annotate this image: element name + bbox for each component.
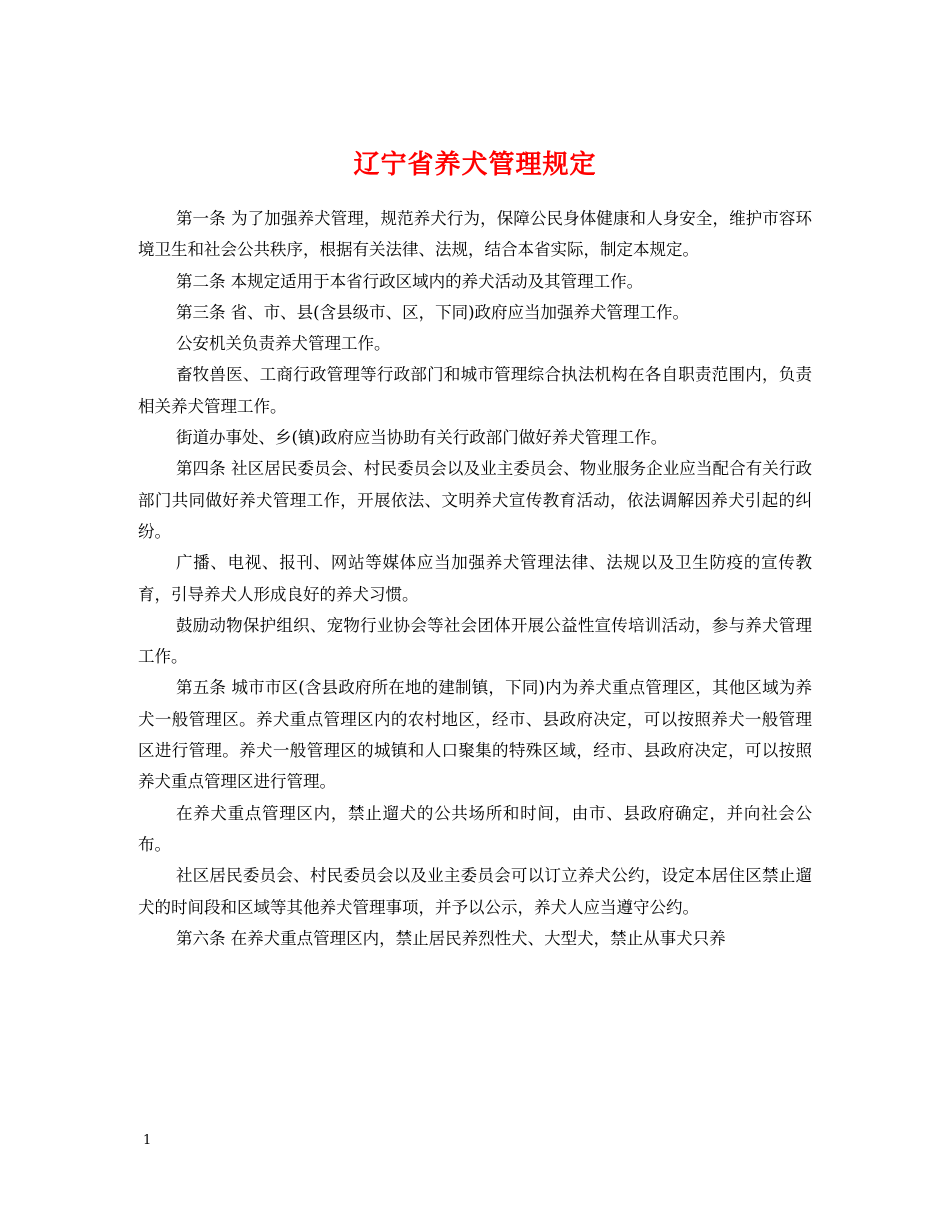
paragraph: 广播、电视、报刊、网站等媒体应当加强养犬管理法律、法规以及卫生防疫的宣传教育，引导养犬人形成良好的养犬习惯。 bbox=[138, 553, 812, 604]
page-number: 1 bbox=[143, 1133, 152, 1148]
paragraph: 第三条 省、市、县(含县级市、区，下同)政府应当加强养犬管理工作。 bbox=[175, 302, 690, 322]
paragraph: 第二条 本规定适用于本省行政区域内的养犬活动及其管理工作。 bbox=[175, 271, 644, 291]
document-title: 辽宁省养犬管理规定 bbox=[353, 150, 597, 181]
document-body bbox=[138, 203, 812, 954]
paragraph: 第五条 城市市区(含县政府所在地的建制镇，下同)内为养犬重点管理区，其他区域为养犬一般管理区。养犬重点管理区内的农村地区，经市、县政府决定，可以按照养犬一般管理区进行管理。养犬一般管理区的城镇和人口聚集的特殊区域，经市、县政府决定，可以按照养犬重点管理区进行管理。 bbox=[138, 678, 812, 792]
paragraph: 街道办事处、乡(镇)政府应当协助有关行政部门做好养犬管理工作。 bbox=[175, 428, 668, 448]
paragraph: 在养犬重点管理区内，禁止遛犬的公共场所和时间，由市、县政府确定，并向社会公布。 bbox=[138, 803, 812, 854]
paragraph: 鼓励动物保护组织、宠物行业协会等社会团体开展公益性宣传培训活动，参与养犬管理工作。 bbox=[138, 615, 812, 667]
paragraph: 第四条 社区居民委员会、村民委员会以及业主委员会、物业服务企业应当配合有关行政部门共同做好养犬管理工作，开展依法、文明养犬宣传教育活动，依法调解因养犬引起的纠纷。 bbox=[138, 459, 812, 541]
paragraph: 第六条 在养犬重点管理区内，禁止居民养烈性犬、大型犬，禁止从事犬只养 bbox=[175, 928, 726, 948]
paragraph: 畜牧兽医、工商行政管理等行政部门和城市管理综合执法机构在各自职责范围内，负责相关养犬管理工作。 bbox=[138, 365, 812, 416]
paragraph: 第一条 为了加强养犬管理，规范养犬行为，保障公民身体健康和人身安全，维护市容环境卫生和社会公共秩序，根据有关法律、法规，结合本省实际，制定本规定。 bbox=[138, 209, 812, 260]
paragraph: 社区居民委员会、村民委员会以及业主委员会可以订立养犬公约，设定本居住区禁止遛犬的时间段和区域等其他养犬管理事项，并予以公示，养犬人应当遵守公约。 bbox=[138, 866, 812, 917]
paragraph: 公安机关负责养犬管理工作。 bbox=[175, 334, 391, 354]
